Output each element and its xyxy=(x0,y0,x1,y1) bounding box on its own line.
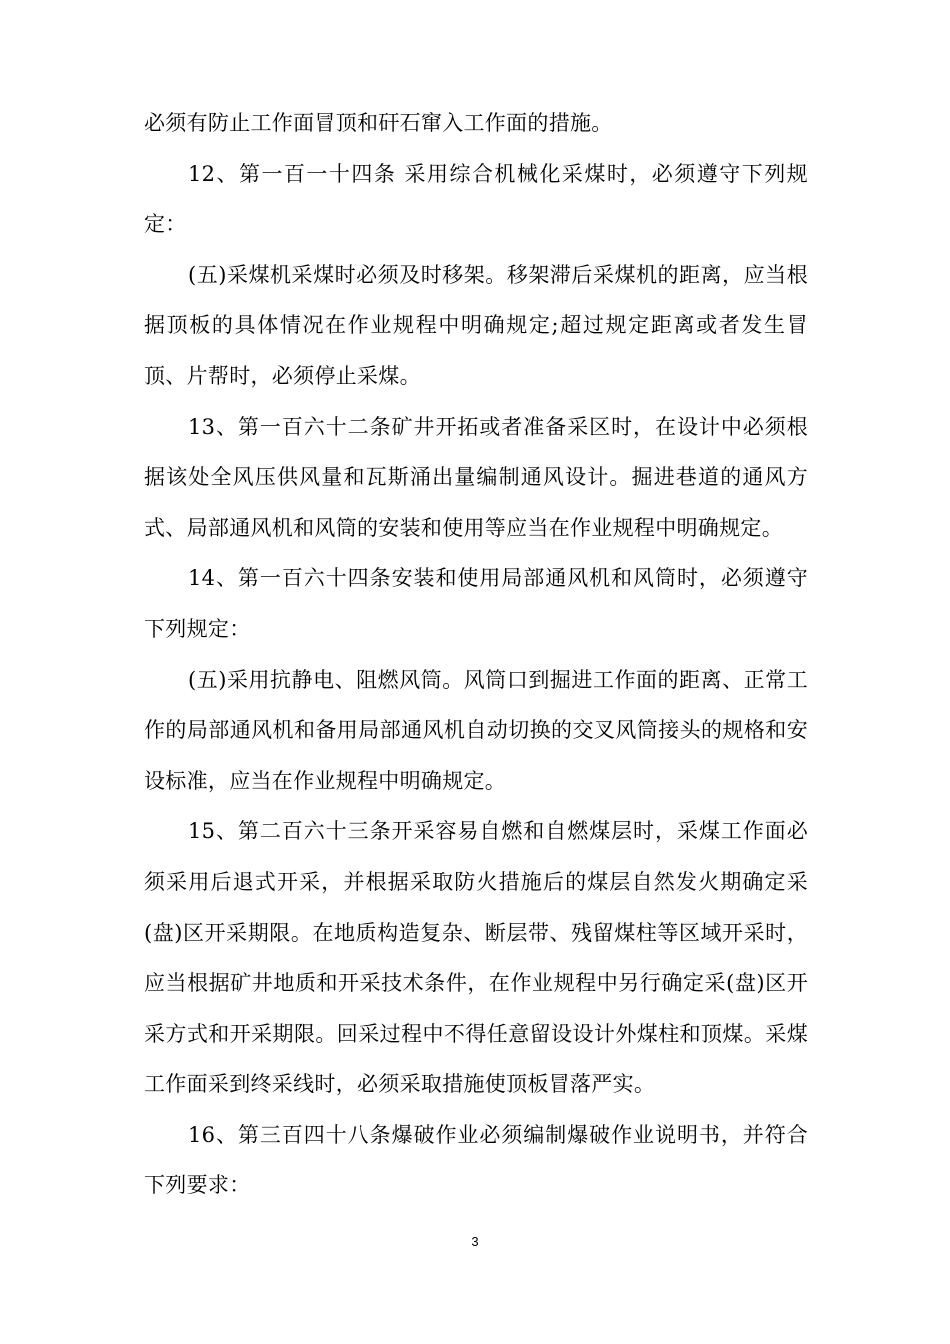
paragraph: 14、第一百六十四条安装和使用局部通风机和风筒时，必须遵守下列规定： xyxy=(144,566,808,641)
page-number: 3 xyxy=(471,1234,479,1249)
paragraph: 必须有防止工作面冒顶和矸石窜入工作面的措施。 xyxy=(144,111,613,135)
paragraph: 15、第二百六十三条开采容易自燃和自燃煤层时，采煤工作面必须采用后退式开采，并根据采取防火措施后的煤层自然发火期确定采(盘)区开采期限。在地质构造复杂、断层带、残留煤柱等区域开采时，应当根据矿井地质和开采技术条件，在作业规程中另行确定采(盘)区开采方式和开采期限。回采过程中不得任意留设设计外煤柱和顶煤。采煤工作面采到终采线时，必须采取措施使顶板冒落严实。 xyxy=(144,819,808,1097)
paragraph: 12、第一百一十四条 采用综合机械化采煤时，必须遵守下列规定： xyxy=(144,161,808,237)
paragraph: (五)采用抗静电、阻燃风筒。风筒口到掘进工作面的距离、正常工作的局部通风机和备用局部通风机自动切换的交叉风筒接头的规格和安设标准，应当在作业规程中明确规定。 xyxy=(144,667,808,793)
page-body xyxy=(144,98,808,1211)
paragraph: 16、第三百四十八条爆破作业必须编制爆破作业说明书，并符合下列要求： xyxy=(144,1122,808,1198)
paragraph: (五)采煤机采煤时必须及时移架。移架滞后采煤机的距离，应当根据顶板的具体情况在作业规程中明确规定;超过规定距离或者发生冒顶、片帮时，必须停止采煤。 xyxy=(144,262,808,388)
paragraph: 13、第一百六十二条矿井开拓或者准备采区时，在设计中必须根据该处全风压供风量和瓦斯涌出量编制通风设计。掘进巷道的通风方式、局部通风机和风筒的安装和使用等应当在作业规程中明确规定。 xyxy=(144,414,808,540)
